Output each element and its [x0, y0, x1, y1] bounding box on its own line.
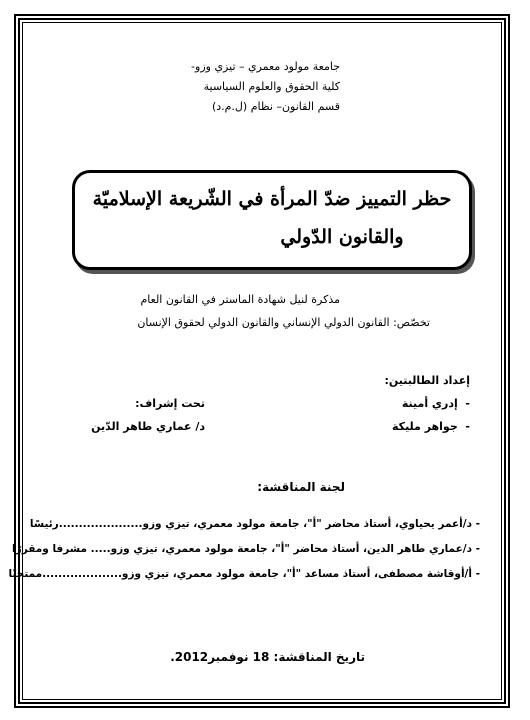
title-box: [72, 170, 472, 270]
committee-heading: لجنة المناقشة:: [257, 480, 345, 494]
department-name: قسم القانون– نظام (ل.م.د): [211, 100, 340, 113]
student-name: إدري أمينة: [401, 397, 458, 410]
university-name: جامعة مولود معمري – تيزي وزو-: [191, 60, 340, 73]
committee-member: - د/عماري طاهر الدين، أستاذ محاضر "أ"، جامعة مولود معمري، تيزي وزو..... مشرفا ومقررًا: [12, 543, 480, 555]
thesis-purpose: مذكرة لنيل شهادة الماستر في القانون العام: [140, 293, 340, 306]
student-name: جواهر مليكة: [392, 420, 458, 433]
supervisor-name: د/ عماري طاهر الدّين: [91, 420, 205, 433]
page-inner-border: [22, 22, 502, 700]
committee-member: - أ/أوقاشة مصطفى، أستاذ مساعد "أ"، جامعة مولود معمري، تيزي وزو....................ممتحنًا: [8, 568, 480, 580]
thesis-title-line2: والقانون الدّولي: [280, 226, 404, 248]
student-item: - جواهر مليكة: [392, 420, 470, 433]
supervisor-heading: تحت إشراف:: [135, 397, 205, 410]
faculty-name: كلية الحقوق والعلوم السياسية: [203, 80, 340, 93]
thesis-specialty: تخصّص: القانون الدولي الإنساني والقانون الدولي لحقوق الإنسان: [137, 316, 430, 329]
thesis-title-line1: حظر التمييز ضدّ المرأة في الشّريعة الإسلاميّة: [92, 188, 452, 210]
committee-member: - د/أعمر يحياوي، أستاذ محاضر "أ"، جامعة مولود معمري، تيزي وزو.....................رئيسًا: [29, 518, 480, 530]
students-heading: إعداد الطالبتين:: [384, 374, 470, 387]
defense-date: تاريخ المناقشة: 18 نوفمبر2012.: [170, 650, 365, 664]
student-item: - إدري أمينة: [401, 397, 470, 410]
